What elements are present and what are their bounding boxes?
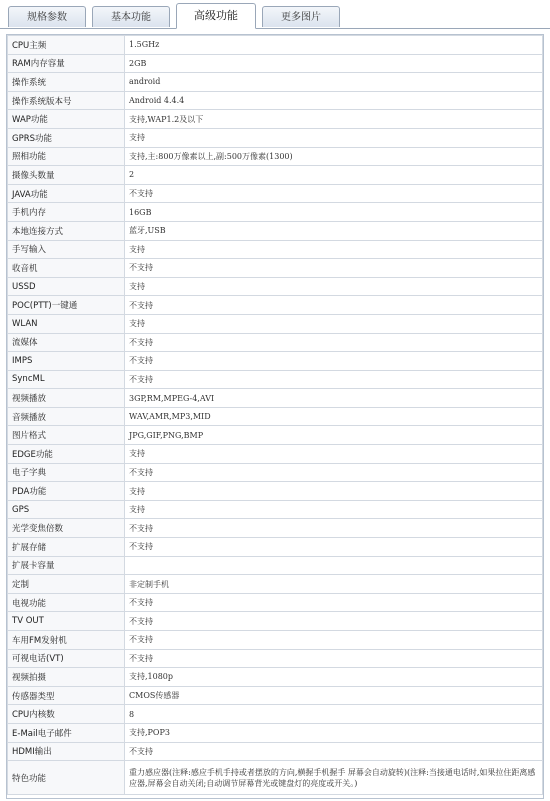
row-value: 支持 [125,240,543,259]
row-value: 不支持 [125,352,543,371]
table-row [8,649,543,668]
row-value: 蓝牙,USB [125,221,543,240]
table-row [8,668,543,687]
row-value: 支持 [125,314,543,333]
table-row [8,463,543,482]
row-value: android [125,73,543,92]
table-row [8,575,543,594]
row-value: 非定制手机 [125,575,543,594]
table-row [8,314,543,333]
row-key: WLAN [8,314,125,333]
row-key: 扩展存储 [8,538,125,557]
table-row [8,538,543,557]
row-key: JAVA功能 [8,184,125,203]
row-value: 不支持 [125,259,543,278]
row-key: 视频拍摄 [8,668,125,687]
table-row [8,166,543,185]
row-value: 2 [125,166,543,185]
table-row [8,277,543,296]
table-row [8,296,543,315]
tab-more-images[interactable]: 更多图片 [262,6,340,27]
row-value: 支持 [125,128,543,147]
table-row [8,612,543,631]
row-key: USSD [8,277,125,296]
tab-advanced-features[interactable]: 高级功能 [176,3,256,29]
row-value: 不支持 [125,649,543,668]
row-key: WAP功能 [8,110,125,129]
row-value: 不支持 [125,612,543,631]
row-value: 2GB [125,54,543,73]
row-key: EDGE功能 [8,445,125,464]
spec-table [7,35,543,795]
tab-basic-features[interactable]: 基本功能 [92,6,170,27]
row-value: 不支持 [125,463,543,482]
row-key: 图片格式 [8,426,125,445]
special-note: 重力感应器(注释:感应手机手持或者摆放的方向,横握手机握手 屏幕会自动旋转)(注释:当接通电话时,如果拉住距离感应器,屏幕会自动关闭;自动调节屏幕背光或键盘灯的亮度或开关。) [129,767,536,788]
row-key: GPRS功能 [8,128,125,147]
row-key: RAM内存容量 [8,54,125,73]
row-value: 不支持 [125,519,543,538]
table-row [8,184,543,203]
row-value: 支持 [125,277,543,296]
row-key: 电子字典 [8,463,125,482]
table-row [8,203,543,222]
row-value: 不支持 [125,184,543,203]
table-row [8,482,543,501]
row-value: WAV,AMR,MP3,MID [125,407,543,426]
row-key: SyncML [8,370,125,389]
table-row [8,333,543,352]
row-key: 扩展卡容量 [8,556,125,575]
row-value: 支持,POP3 [125,723,543,742]
row-value: 8 [125,705,543,724]
row-key: PDA功能 [8,482,125,501]
table-row [8,519,543,538]
table-row [8,128,543,147]
tab-specs[interactable]: 规格参数 [8,6,86,27]
row-key: TV OUT [8,612,125,631]
tab-bar [0,0,550,29]
row-key: 收音机 [8,259,125,278]
row-value: 支持 [125,445,543,464]
row-value: 不支持 [125,742,543,761]
row-key: 手写输入 [8,240,125,259]
row-value: 支持 [125,482,543,501]
table-row [8,221,543,240]
table-row-special [8,761,543,795]
row-key: 本地连接方式 [8,221,125,240]
spec-panel [6,34,544,799]
table-row [8,705,543,724]
row-value: 不支持 [125,296,543,315]
row-key: 可视电话(VT) [8,649,125,668]
table-row [8,91,543,110]
row-key: 定制 [8,575,125,594]
table-row [8,259,543,278]
row-key: 光学变焦倍数 [8,519,125,538]
row-key: 操作系统版本号 [8,91,125,110]
table-row [8,73,543,92]
table-row [8,147,543,166]
row-key: 流媒体 [8,333,125,352]
row-key: GPS [8,500,125,519]
table-row [8,593,543,612]
row-key: 特色功能 [8,761,125,795]
table-row [8,500,543,519]
row-key: CPU内核数 [8,705,125,724]
table-row [8,54,543,73]
row-key: E-Mail电子邮件 [8,723,125,742]
table-row [8,389,543,408]
row-value: 不支持 [125,538,543,557]
row-key: 音频播放 [8,407,125,426]
row-value: 3GP,RM,MPEG-4,AVI [125,389,543,408]
table-row [8,686,543,705]
row-key: 车用FM发射机 [8,631,125,650]
row-value: 支持,主:800万像素以上,副:500万像素(1300) [125,147,543,166]
row-key: POC(PTT)一键通 [8,296,125,315]
row-value: 不支持 [125,333,543,352]
row-value: 支持 [125,500,543,519]
row-key: 摄像头数量 [8,166,125,185]
row-key: 操作系统 [8,73,125,92]
table-row [8,352,543,371]
table-row [8,426,543,445]
row-key: 视频播放 [8,389,125,408]
row-key: 手机内存 [8,203,125,222]
row-value: 支持,WAP1.2及以下 [125,110,543,129]
row-value: 支持,1080p [125,668,543,687]
row-value: JPG,GIF,PNG,BMP [125,426,543,445]
table-row [8,445,543,464]
row-key: 传感器类型 [8,686,125,705]
row-key: HDMI输出 [8,742,125,761]
row-value: 不支持 [125,631,543,650]
table-row [8,723,543,742]
table-row [8,240,543,259]
row-value [125,556,543,575]
row-value [125,761,543,795]
table-row [8,742,543,761]
row-key: 电视功能 [8,593,125,612]
table-row [8,631,543,650]
row-key: CPU主频 [8,36,125,55]
row-value: 1.5GHz [125,36,543,55]
row-key: IMPS [8,352,125,371]
row-value: 不支持 [125,593,543,612]
table-row [8,370,543,389]
row-value: CMOS传感器 [125,686,543,705]
row-value: Android 4.4.4 [125,91,543,110]
table-row [8,110,543,129]
table-row [8,36,543,55]
table-row [8,407,543,426]
row-value: 16GB [125,203,543,222]
row-key: 照相功能 [8,147,125,166]
table-row [8,556,543,575]
row-value: 不支持 [125,370,543,389]
